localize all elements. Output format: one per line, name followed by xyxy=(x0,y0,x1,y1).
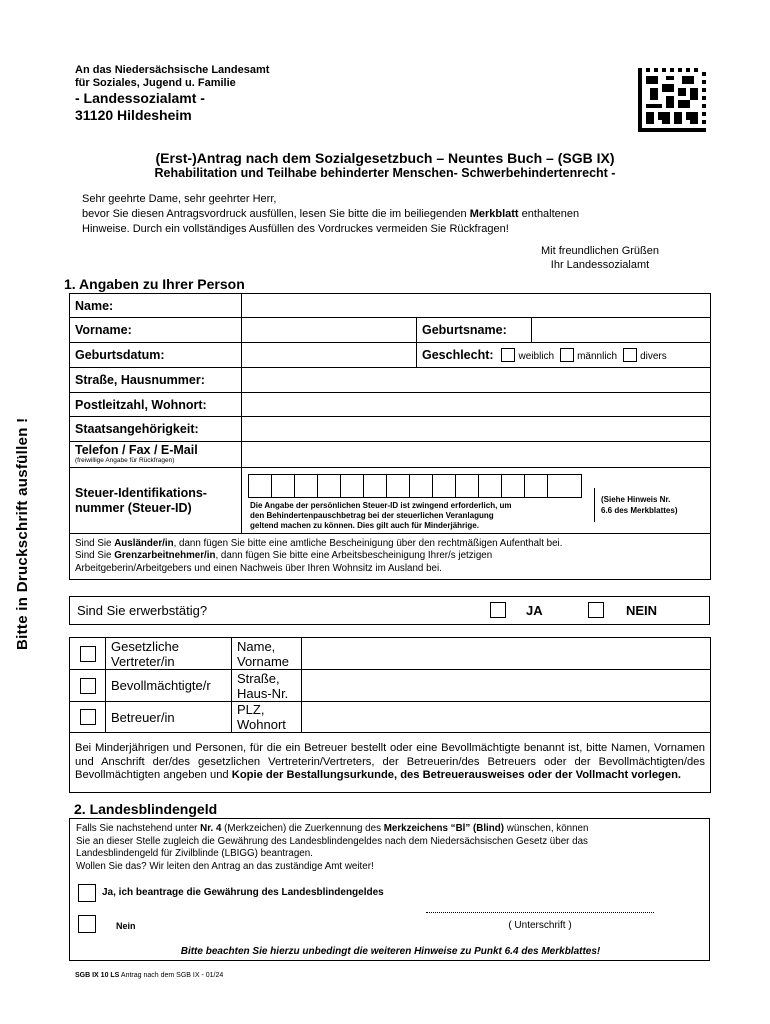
divers-label: divers xyxy=(640,350,667,362)
staat-label: Staatsangehörigkeit: xyxy=(70,417,242,442)
strasse-label: Straße, Hausnummer: xyxy=(70,368,242,393)
address-line-2: für Soziales, Jugend u. Familie xyxy=(75,77,236,89)
vorname-field[interactable] xyxy=(242,318,417,343)
steuer-id-boxes[interactable] xyxy=(248,474,582,498)
geschlecht-cell xyxy=(417,343,711,368)
vertreter-plz-field[interactable] xyxy=(302,702,711,733)
datamatrix-code-icon xyxy=(638,68,706,132)
plz-label: Postleitzahl, Wohnort: xyxy=(70,393,242,417)
grenz-b: , dann fügen Sie bitte eine Arbeitsbescheinigung Ihrer/s jetzigen xyxy=(215,550,493,562)
strasse-field[interactable] xyxy=(242,368,711,393)
address-line-4: 31120 Hildesheim xyxy=(75,107,192,123)
vertreter-table xyxy=(69,637,711,793)
salutation: Sehr geehrte Dame, sehr geehrter Herr, xyxy=(82,193,277,205)
grenz-c: Arbeitgeberin/Arbeitgebers und einen Nachweis über Ihren Wohnsitz im Ausland bei. xyxy=(75,562,442,574)
erwerb-ja-checkbox[interactable] xyxy=(490,602,506,618)
section-2-box xyxy=(69,818,710,961)
greeting xyxy=(520,244,680,272)
footer-form-id: SGB IX 10 LS xyxy=(75,972,120,979)
vertreter-note xyxy=(70,733,711,793)
steuer-label-2: nummer (Steuer-ID) xyxy=(75,500,192,515)
greeting-line-1: Mit freundlichen Grüßen xyxy=(541,245,659,257)
weiblich-label: weiblich xyxy=(518,350,555,362)
steuer-label-1: Steuer-Identifikations- xyxy=(75,485,207,500)
erwerb-nein-checkbox[interactable] xyxy=(588,602,604,618)
telefon-label: Telefon / Fax / E-Mail xyxy=(75,443,198,457)
steuer-note-2: den Behindertenpauschbetrag bei der steuerlichen Veranlagung xyxy=(250,511,494,520)
intro-text-b: enthaltenen xyxy=(518,208,580,220)
betreuer-checkbox[interactable] xyxy=(80,709,96,725)
steuer-note-3: geltend machen zu können. Dies gilt auch für Minderjährige. xyxy=(250,521,479,530)
telefon-field[interactable] xyxy=(242,442,711,468)
s2-p-a: Falls Sie nachstehend unter xyxy=(76,823,201,834)
ausl-a: Sind Sie xyxy=(75,537,115,549)
signature-label: ( Unterschrift ) xyxy=(508,920,572,931)
greeting-line-2: Ihr Landessozialamt xyxy=(550,259,650,271)
form-title: (Erst-)Antrag nach dem Sozialgesetzbuch – Neuntes Buch – (SGB IX) xyxy=(155,150,615,166)
s2-p-bold2: Merkzeichens “Bl” (Blind) xyxy=(383,823,505,834)
betreuer-label: Betreuer/in xyxy=(106,702,232,733)
landesblindengeld-ja-checkbox[interactable] xyxy=(78,884,96,902)
grenz-a: Sind Sie xyxy=(75,550,115,562)
form-footer xyxy=(75,972,223,979)
erwerb-ja-label: JA xyxy=(526,603,543,618)
vertreter-name-label: Name, Vorname xyxy=(232,638,302,670)
recipient-address xyxy=(75,64,269,124)
bevollmaechtigte-checkbox[interactable] xyxy=(80,678,96,694)
vorname-label: Vorname: xyxy=(70,318,242,343)
s2-p-d: Sie an dieser Stelle zugleich die Gewährung des Landesblindengeldes nach dem Niedersächsischen Gesetz über das xyxy=(76,835,588,847)
steuer-id-label xyxy=(70,468,242,534)
s2-p-c: wünschen, können xyxy=(504,823,589,834)
vertreter-note-bold: Kopie der Bestallungsurkunde, des Betreuerausweises oder der Vollmacht vorlegen. xyxy=(231,769,682,782)
geburtsname-label: Geburtsname: xyxy=(417,318,532,343)
gesetzlicher-vertreter-checkbox[interactable] xyxy=(80,646,96,662)
geburtsdatum-label: Geburtsdatum: xyxy=(70,343,242,368)
signature-line[interactable] xyxy=(426,912,654,913)
maennlich-checkbox[interactable] xyxy=(560,348,574,362)
geburtsname-field[interactable] xyxy=(532,318,711,343)
weiblich-checkbox[interactable] xyxy=(501,348,515,362)
maennlich-label: männlich xyxy=(577,350,618,362)
landesblindengeld-nein-checkbox[interactable] xyxy=(78,915,96,933)
steuer-note-1: Die Angabe der persönlichen Steuer-ID ist zwingend erforderlich, um xyxy=(250,501,512,510)
intro-text-bold: Merkblatt xyxy=(469,208,519,220)
s2-p-f: Wollen Sie das? Wir leiten den Antrag an das zuständige Amt weiter! xyxy=(76,860,374,872)
vertreter-strasse-field[interactable] xyxy=(302,670,711,702)
intro-text-c: Hinweise. Durch ein vollständiges Ausfüllen des Vordruckes vermeiden Sie Rückfragen! xyxy=(82,223,509,235)
section-2-heading: 2. Landesblindengeld xyxy=(74,801,218,817)
address-line-3: - Landessozialamt - xyxy=(75,90,205,106)
landesblindengeld-text xyxy=(76,823,706,873)
auslaender-note xyxy=(70,534,711,580)
plz-field[interactable] xyxy=(242,393,711,417)
gesetzlicher-vertreter-label: Gesetzliche Vertreter/in xyxy=(106,638,232,670)
divers-checkbox[interactable] xyxy=(623,348,637,362)
staat-field[interactable] xyxy=(242,417,711,442)
erwerb-question: Sind Sie erwerbstätig? xyxy=(77,603,208,618)
intro-text xyxy=(82,192,682,237)
ausl-bold: Ausländer/in xyxy=(114,537,174,549)
footer-form-desc: Antrag nach dem SGB IX - 01/24 xyxy=(119,972,224,979)
steuer-hint-1: (Siehe Hinweis Nr. xyxy=(601,495,671,504)
name-label: Name: xyxy=(70,294,242,318)
steuer-id-cell xyxy=(242,468,711,534)
intro-text-a: bevor Sie diesen Antragsvordruck ausfüllen, lesen Sie bitte die im beiliegenden xyxy=(82,208,470,220)
section-1-heading: 1. Angaben zu Ihrer Person xyxy=(64,276,245,292)
landesblindengeld-hint: Bitte beachten Sie hierzu unbedingt die weiteren Hinweise zu Punkt 6.4 des Merkblattes! xyxy=(180,946,601,957)
vertreter-plz-label: PLZ, Wohnort xyxy=(232,702,302,733)
steuer-id-hint xyxy=(594,488,704,522)
geschlecht-label: Geschlecht: xyxy=(422,347,494,362)
erwerb-row xyxy=(69,596,710,625)
telefon-note: (freiwillige Angabe für Rückfragen) xyxy=(75,457,175,464)
telefon-label-cell xyxy=(70,442,242,468)
landesblindengeld-nein-label: Nein xyxy=(116,921,136,931)
vertreter-strasse-label: Straße, Haus-Nr. xyxy=(232,670,302,702)
name-field[interactable] xyxy=(242,294,711,318)
vertreter-name-field[interactable] xyxy=(302,638,711,670)
bevollm-cb-cell xyxy=(70,670,106,702)
s2-p-b: (Merkzeichen) die Zuerkennung des xyxy=(221,823,384,834)
bevollmaechtigte-label: Bevollmächtigte/r xyxy=(106,670,232,702)
vertreter-note-a: Bei Minderjährigen und Personen, für die ein Betreuer bestellt oder eine Bevollmächtigte benannt ist, bitte Namen, Vornamen und Anschrift der/des gesetzlichen Vertreterin/Vertreters, der Betreuerin/des Betreuers oder der Bevollmächtigten/des Bevollmächtigten angeben und xyxy=(75,742,705,782)
steuer-hint-2: 6.6 des Merkblattes) xyxy=(601,506,678,515)
s2-p-e: Landesblindengeld für Zivilblinde (LBIGG) beantragen. xyxy=(76,848,313,859)
personal-data-table xyxy=(69,293,711,580)
vertreter-cb-cell xyxy=(70,638,106,670)
address-line-1: An das Niedersächsische Landesamt xyxy=(75,64,270,76)
geburtsdatum-field[interactable] xyxy=(242,343,417,368)
landesblindengeld-ja-label: Ja, ich beantrage die Gewährung des Landesblindengeldes xyxy=(102,887,384,898)
erwerb-nein-label: NEIN xyxy=(626,603,658,618)
betreuer-cb-cell xyxy=(70,702,106,733)
side-instruction: Bitte in Druckschrift ausfüllen ! xyxy=(14,417,31,650)
steuer-id-note xyxy=(250,501,512,531)
ausl-b: , dann fügen Sie bitte eine amtliche Bescheinigung über den rechtmäßigen Aufenthalt bei. xyxy=(173,537,563,549)
grenz-bold: Grenzarbeitnehmer/in xyxy=(114,550,216,562)
s2-p-bold1: Nr. 4 xyxy=(200,823,222,834)
form-subtitle: Rehabilitation und Teilhabe behinderter Menschen- Schwerbehindertenrecht - xyxy=(154,166,616,180)
